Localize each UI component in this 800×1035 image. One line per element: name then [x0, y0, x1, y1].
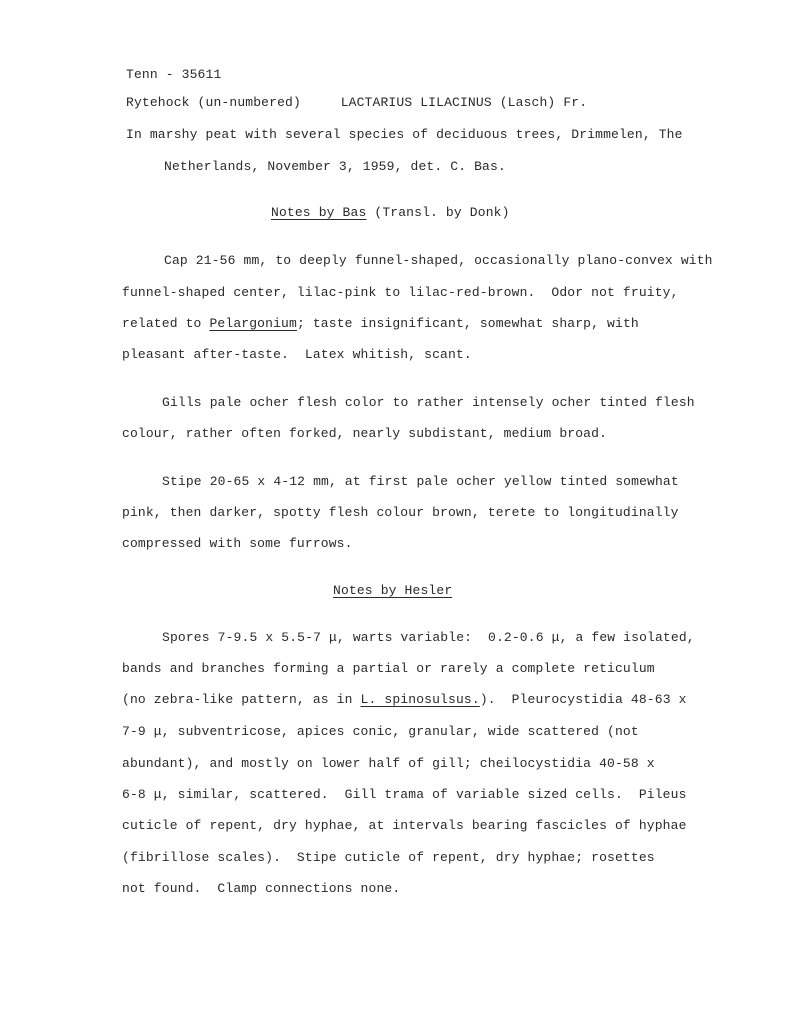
collector: Rytehock (un-numbered): [126, 95, 301, 110]
hesler-line-3: [122, 692, 687, 708]
gills-line-1: Gills pale ocher flesh color to rather intensely ocher tinted flesh: [162, 395, 695, 410]
bas-notes-heading-suffix: (Transl. by Donk): [366, 205, 510, 220]
gills-line-2: colour, rather often forked, nearly subdistant, medium broad.: [122, 426, 608, 441]
cap-line-3-start: related to: [122, 316, 210, 331]
cap-line-2: funnel-shaped center, lilac-pink to lilac-red-brown. Odor not fruity,: [122, 285, 679, 300]
hesler-line-2: bands and branches forming a partial or rarely a complete reticulum: [122, 661, 655, 676]
stipe-line-2: pink, then darker, spotty flesh colour brown, terete to longitudinally: [122, 505, 679, 520]
collector-line: [126, 95, 587, 111]
hesler-line-3-end: ). Pleurocystidia 48-63 x: [479, 692, 687, 707]
hesler-line-3-start: (no zebra-like pattern, as in: [122, 692, 361, 707]
cap-line-4: pleasant after-taste. Latex whitish, scant.: [122, 347, 472, 362]
hesler-line-7: cuticle of repent, dry hyphae, at intervals bearing fascicles of hyphae: [122, 818, 687, 833]
genus-pelargonium: Pelargonium: [209, 316, 297, 331]
locality-line-2: Netherlands, November 3, 1959, det. C. Bas.: [164, 159, 506, 174]
stipe-line-1: Stipe 20-65 x 4-12 mm, at first pale ocher yellow tinted somewhat: [162, 474, 679, 489]
bas-notes-heading: [271, 205, 510, 221]
locality-line-1: In marshy peat with several species of deciduous trees, Drimmelen, The: [126, 127, 683, 142]
hesler-line-9: not found. Clamp connections none.: [122, 881, 401, 896]
hesler-notes-heading: Notes by Hesler: [333, 583, 453, 598]
hesler-line-4: 7-9 μ, subventricose, apices conic, granular, wide scattered (not: [122, 724, 639, 739]
species-name: LACTARIUS LILACINUS (Lasch) Fr.: [340, 95, 588, 110]
species-l-spinosulsus: L. spinosulsus.: [360, 692, 480, 707]
cap-line-3: [122, 316, 639, 332]
stipe-line-3: compressed with some furrows.: [122, 536, 353, 551]
hesler-line-8: (fibrillose scales). Stipe cuticle of repent, dry hyphae; rosettes: [122, 850, 655, 865]
bas-notes-heading-title: Notes by Bas: [271, 205, 367, 220]
cap-line-1: Cap 21-56 mm, to deeply funnel-shaped, occasionally plano-convex with: [164, 253, 713, 268]
cap-line-3-end: ; taste insignificant, somewhat sharp, with: [296, 316, 639, 331]
accession-number: Tenn - 35611: [126, 67, 222, 82]
hesler-line-1: Spores 7-9.5 x 5.5-7 μ, warts variable: 0.2-0.6 μ, a few isolated,: [162, 630, 695, 645]
hesler-line-6: 6-8 μ, similar, scattered. Gill trama of variable sized cells. Pileus: [122, 787, 687, 802]
hesler-line-5: abundant), and mostly on lower half of gill; cheilocystidia 40-58 x: [122, 756, 655, 771]
